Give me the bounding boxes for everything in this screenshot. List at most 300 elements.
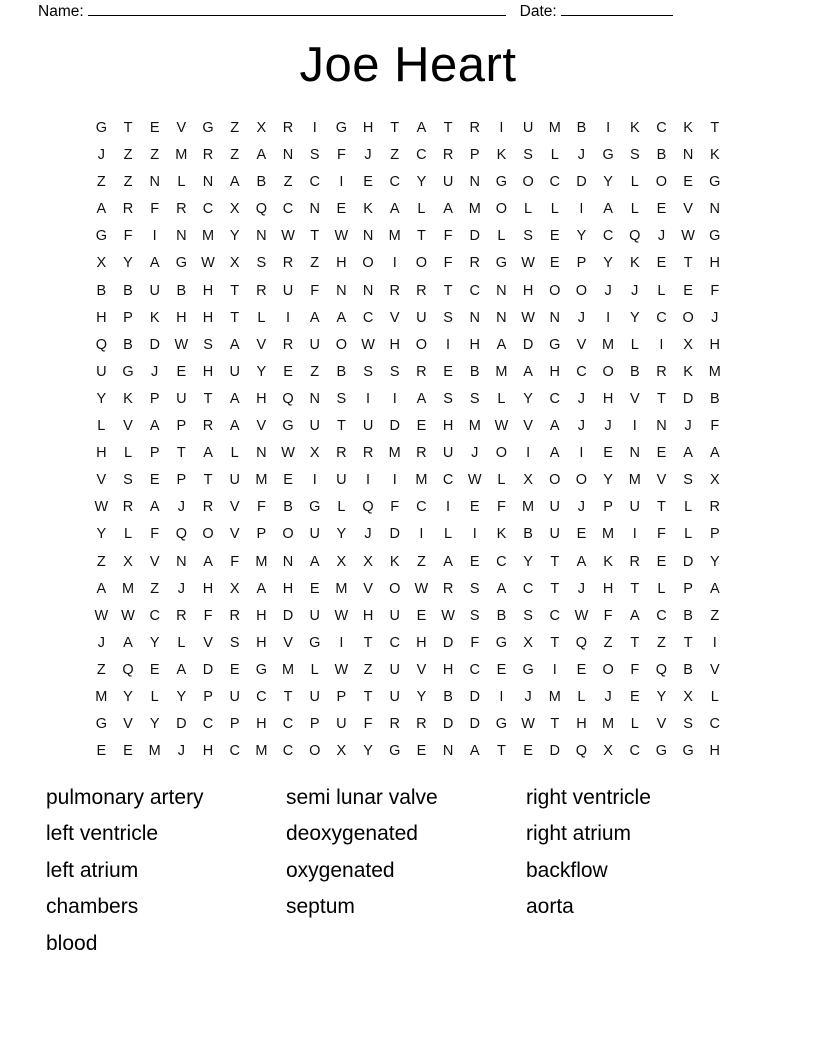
- grid-cell[interactable]: Y: [656, 688, 667, 705]
- grid-cell[interactable]: M: [602, 716, 615, 733]
- grid-cell[interactable]: A: [309, 309, 320, 326]
- grid-cell[interactable]: Z: [657, 634, 666, 651]
- grid-cell[interactable]: U: [442, 174, 454, 191]
- grid-cell[interactable]: N: [309, 390, 320, 407]
- grid-cell[interactable]: I: [712, 634, 717, 651]
- grid-cell[interactable]: I: [632, 418, 637, 435]
- grid-cell[interactable]: X: [96, 255, 107, 272]
- grid-cell[interactable]: F: [470, 634, 480, 651]
- grid-cell[interactable]: Z: [96, 661, 106, 678]
- word-list-item[interactable]: left ventricle: [46, 822, 159, 846]
- grid-cell[interactable]: E: [576, 661, 587, 678]
- grid-cell[interactable]: W: [174, 336, 189, 353]
- grid-cell[interactable]: P: [576, 255, 587, 272]
- grid-cell[interactable]: S: [523, 228, 533, 245]
- grid-cell[interactable]: X: [336, 553, 347, 570]
- word-list-item[interactable]: right atrium: [526, 822, 632, 846]
- grid-cell[interactable]: N: [176, 553, 187, 570]
- grid-cell[interactable]: Y: [363, 743, 373, 760]
- grid-cell[interactable]: G: [549, 336, 561, 353]
- grid-cell[interactable]: P: [176, 418, 187, 435]
- grid-cell[interactable]: L: [177, 634, 186, 651]
- grid-cell[interactable]: X: [123, 553, 133, 570]
- grid-cell[interactable]: H: [256, 390, 267, 407]
- grid-cell[interactable]: E: [683, 282, 693, 299]
- grid-cell[interactable]: A: [256, 580, 267, 597]
- grid-cell[interactable]: F: [310, 282, 320, 299]
- grid-cell[interactable]: Y: [603, 255, 613, 272]
- grid-cell[interactable]: L: [497, 390, 506, 407]
- grid-cell[interactable]: J: [151, 363, 159, 380]
- grid-cell[interactable]: H: [256, 607, 267, 624]
- grid-cell[interactable]: L: [337, 499, 346, 516]
- grid-cell[interactable]: T: [336, 418, 346, 435]
- grid-cell[interactable]: Y: [96, 526, 107, 543]
- grid-cell[interactable]: N: [682, 147, 694, 164]
- grid-cell[interactable]: F: [443, 255, 453, 272]
- grid-cell[interactable]: S: [469, 390, 480, 407]
- grid-cell[interactable]: H: [522, 282, 534, 299]
- grid-cell[interactable]: V: [363, 580, 373, 597]
- grid-cell[interactable]: A: [576, 553, 587, 570]
- grid-cell[interactable]: P: [469, 147, 480, 164]
- grid-cell[interactable]: T: [496, 743, 506, 760]
- grid-cell[interactable]: C: [282, 716, 294, 733]
- grid-cell[interactable]: P: [149, 445, 160, 462]
- grid-cell[interactable]: E: [363, 174, 373, 191]
- grid-cell[interactable]: W: [521, 309, 535, 326]
- grid-cell[interactable]: L: [684, 499, 693, 516]
- grid-cell[interactable]: P: [683, 580, 693, 597]
- grid-cell[interactable]: M: [708, 363, 721, 380]
- grid-cell[interactable]: M: [415, 472, 428, 489]
- grid-cell[interactable]: V: [389, 309, 400, 326]
- grid-cell[interactable]: R: [282, 336, 294, 353]
- grid-cell[interactable]: N: [282, 147, 294, 164]
- grid-cell[interactable]: B: [96, 282, 107, 299]
- grid-cell[interactable]: X: [709, 472, 720, 489]
- grid-cell[interactable]: R: [176, 201, 187, 218]
- grid-cell[interactable]: I: [392, 255, 397, 272]
- grid-cell[interactable]: C: [496, 553, 507, 570]
- grid-cell[interactable]: C: [442, 472, 454, 489]
- grid-cell[interactable]: N: [469, 309, 480, 326]
- grid-cell[interactable]: N: [629, 445, 641, 462]
- grid-cell[interactable]: U: [149, 282, 160, 299]
- grid-cell[interactable]: V: [656, 472, 667, 489]
- grid-cell[interactable]: T: [657, 499, 666, 516]
- grid-cell[interactable]: J: [177, 580, 185, 597]
- grid-cell[interactable]: C: [256, 688, 267, 705]
- grid-cell[interactable]: G: [309, 499, 321, 516]
- grid-cell[interactable]: X: [523, 634, 533, 651]
- grid-cell[interactable]: G: [495, 174, 508, 191]
- grid-cell[interactable]: E: [683, 174, 693, 191]
- grid-cell[interactable]: I: [152, 228, 157, 245]
- grid-cell[interactable]: E: [283, 363, 293, 380]
- grid-cell[interactable]: H: [442, 661, 454, 678]
- grid-cell[interactable]: T: [123, 120, 133, 136]
- grid-cell[interactable]: Z: [230, 120, 240, 136]
- grid-cell[interactable]: L: [710, 688, 719, 705]
- grid-cell[interactable]: W: [361, 336, 375, 353]
- grid-cell[interactable]: X: [523, 472, 533, 489]
- grid-cell[interactable]: I: [312, 120, 317, 136]
- grid-cell[interactable]: J: [657, 228, 666, 245]
- grid-cell[interactable]: E: [549, 255, 560, 272]
- grid-cell[interactable]: K: [683, 120, 693, 136]
- grid-cell[interactable]: P: [203, 688, 213, 705]
- grid-cell[interactable]: X: [229, 255, 240, 272]
- grid-cell[interactable]: U: [389, 661, 400, 678]
- grid-cell[interactable]: H: [282, 580, 294, 597]
- grid-cell[interactable]: C: [202, 716, 214, 733]
- grid-cell[interactable]: A: [416, 390, 427, 407]
- grid-cell[interactable]: M: [335, 580, 348, 597]
- grid-cell[interactable]: H: [709, 255, 721, 272]
- grid-cell[interactable]: L: [550, 201, 559, 218]
- grid-cell[interactable]: M: [468, 418, 481, 435]
- grid-cell[interactable]: N: [496, 282, 507, 299]
- grid-cell[interactable]: S: [336, 390, 347, 407]
- grid-cell[interactable]: T: [550, 634, 560, 651]
- grid-cell[interactable]: A: [549, 418, 560, 435]
- grid-cell[interactable]: B: [256, 174, 267, 191]
- grid-cell[interactable]: O: [549, 472, 561, 489]
- grid-cell[interactable]: U: [309, 526, 320, 543]
- grid-cell[interactable]: F: [336, 147, 346, 164]
- grid-cell[interactable]: C: [709, 716, 721, 733]
- grid-cell[interactable]: V: [683, 201, 693, 218]
- grid-cell[interactable]: E: [576, 526, 587, 543]
- grid-cell[interactable]: U: [309, 418, 320, 435]
- grid-cell[interactable]: H: [416, 634, 427, 651]
- grid-cell[interactable]: F: [123, 228, 133, 245]
- grid-cell[interactable]: R: [389, 282, 400, 299]
- grid-cell[interactable]: T: [657, 390, 666, 407]
- grid-cell[interactable]: Z: [96, 174, 106, 191]
- grid-cell[interactable]: G: [655, 743, 668, 760]
- grid-cell[interactable]: W: [94, 607, 109, 624]
- grid-cell[interactable]: Q: [575, 743, 588, 760]
- grid-cell[interactable]: H: [176, 309, 187, 326]
- grid-cell[interactable]: L: [497, 472, 506, 489]
- grid-cell[interactable]: N: [176, 228, 187, 245]
- grid-cell[interactable]: M: [548, 688, 561, 705]
- grid-cell[interactable]: H: [709, 336, 721, 353]
- grid-cell[interactable]: E: [469, 553, 480, 570]
- grid-cell[interactable]: T: [710, 120, 720, 136]
- grid-cell[interactable]: E: [416, 743, 427, 760]
- grid-cell[interactable]: R: [176, 607, 187, 624]
- grid-cell[interactable]: S: [523, 607, 533, 624]
- grid-cell[interactable]: N: [309, 201, 320, 218]
- grid-cell[interactable]: B: [683, 607, 693, 624]
- grid-cell[interactable]: S: [363, 363, 373, 380]
- grid-cell[interactable]: B: [469, 363, 480, 380]
- grid-cell[interactable]: T: [283, 688, 293, 705]
- grid-cell[interactable]: L: [123, 526, 133, 543]
- grid-cell[interactable]: U: [389, 607, 400, 624]
- grid-cell[interactable]: G: [309, 634, 321, 651]
- grid-cell[interactable]: X: [309, 445, 320, 462]
- grid-cell[interactable]: I: [606, 309, 611, 326]
- grid-cell[interactable]: S: [629, 147, 640, 164]
- grid-cell[interactable]: R: [656, 363, 667, 380]
- grid-cell[interactable]: V: [176, 120, 187, 136]
- word-list-item[interactable]: left atrium: [46, 858, 139, 882]
- grid-cell[interactable]: S: [256, 255, 267, 272]
- grid-cell[interactable]: J: [577, 390, 586, 407]
- grid-cell[interactable]: I: [419, 526, 424, 543]
- grid-cell[interactable]: Y: [176, 688, 187, 705]
- grid-cell[interactable]: R: [122, 201, 134, 218]
- grid-cell[interactable]: O: [415, 336, 428, 353]
- grid-cell[interactable]: E: [443, 363, 453, 380]
- grid-cell[interactable]: Q: [282, 390, 294, 407]
- grid-cell[interactable]: A: [709, 445, 720, 462]
- grid-cell[interactable]: C: [549, 174, 560, 191]
- grid-cell[interactable]: D: [202, 661, 214, 678]
- grid-cell[interactable]: E: [149, 472, 160, 489]
- grid-cell[interactable]: G: [95, 716, 107, 733]
- grid-cell[interactable]: E: [176, 363, 187, 380]
- grid-cell[interactable]: H: [362, 120, 374, 136]
- grid-cell[interactable]: A: [149, 499, 160, 516]
- grid-cell[interactable]: N: [549, 309, 560, 326]
- grid-cell[interactable]: M: [602, 526, 615, 543]
- grid-cell[interactable]: S: [203, 336, 213, 353]
- grid-cell[interactable]: K: [149, 309, 160, 326]
- grid-cell[interactable]: H: [709, 743, 721, 760]
- grid-cell[interactable]: F: [203, 607, 213, 624]
- grid-cell[interactable]: L: [524, 201, 533, 218]
- grid-cell[interactable]: U: [229, 472, 240, 489]
- grid-cell[interactable]: V: [709, 661, 720, 678]
- grid-cell[interactable]: K: [629, 255, 640, 272]
- grid-cell[interactable]: M: [255, 472, 268, 489]
- grid-cell[interactable]: F: [603, 607, 613, 624]
- grid-cell[interactable]: T: [683, 255, 693, 272]
- grid-cell[interactable]: G: [389, 743, 401, 760]
- grid-cell[interactable]: P: [176, 472, 187, 489]
- grid-cell[interactable]: Z: [150, 147, 160, 164]
- grid-cell[interactable]: W: [681, 228, 695, 245]
- grid-cell[interactable]: T: [550, 580, 560, 597]
- grid-cell[interactable]: H: [389, 336, 400, 353]
- grid-cell[interactable]: I: [526, 445, 531, 462]
- grid-cell[interactable]: R: [202, 499, 214, 516]
- grid-cell[interactable]: F: [390, 499, 400, 516]
- grid-cell[interactable]: L: [150, 688, 159, 705]
- grid-cell[interactable]: F: [630, 661, 640, 678]
- grid-cell[interactable]: C: [629, 743, 641, 760]
- grid-cell[interactable]: Y: [709, 553, 720, 570]
- word-list-item[interactable]: semi lunar valve: [286, 786, 438, 809]
- grid-cell[interactable]: Y: [416, 688, 427, 705]
- word-list-item[interactable]: right ventricle: [526, 786, 651, 809]
- grid-cell[interactable]: H: [202, 363, 214, 380]
- grid-cell[interactable]: B: [523, 526, 533, 543]
- grid-cell[interactable]: C: [602, 228, 614, 245]
- grid-cell[interactable]: H: [202, 743, 214, 760]
- grid-cell[interactable]: F: [150, 526, 160, 543]
- grid-cell[interactable]: O: [495, 201, 508, 218]
- grid-cell[interactable]: A: [203, 445, 213, 462]
- grid-cell[interactable]: I: [499, 120, 504, 136]
- word-list-item[interactable]: chambers: [46, 895, 139, 919]
- grid-cell[interactable]: G: [522, 661, 534, 678]
- grid-cell[interactable]: D: [149, 336, 160, 353]
- grid-cell[interactable]: K: [683, 363, 693, 380]
- grid-cell[interactable]: U: [176, 390, 187, 407]
- grid-cell[interactable]: X: [256, 120, 267, 136]
- grid-cell[interactable]: R: [282, 255, 294, 272]
- grid-cell[interactable]: D: [682, 390, 694, 407]
- grid-cell[interactable]: S: [683, 472, 693, 489]
- grid-cell[interactable]: J: [471, 445, 479, 462]
- grid-cell[interactable]: U: [336, 716, 347, 733]
- grid-cell[interactable]: R: [629, 553, 641, 570]
- grid-cell[interactable]: M: [121, 580, 135, 597]
- grid-cell[interactable]: C: [202, 201, 214, 218]
- grid-cell[interactable]: V: [629, 390, 640, 407]
- grid-cell[interactable]: G: [495, 255, 508, 272]
- grid-cell[interactable]: R: [416, 445, 427, 462]
- grid-cell[interactable]: G: [495, 634, 508, 651]
- grid-cell[interactable]: C: [362, 309, 374, 326]
- grid-cell[interactable]: P: [309, 716, 320, 733]
- grid-cell[interactable]: M: [201, 228, 215, 245]
- grid-cell[interactable]: L: [630, 716, 639, 733]
- grid-cell[interactable]: H: [202, 580, 214, 597]
- grid-cell[interactable]: T: [176, 445, 186, 462]
- grid-cell[interactable]: G: [709, 228, 721, 245]
- grid-cell[interactable]: O: [309, 743, 321, 760]
- grid-cell[interactable]: D: [549, 743, 560, 760]
- grid-cell[interactable]: W: [281, 228, 295, 245]
- grid-cell[interactable]: E: [283, 472, 293, 489]
- grid-cell[interactable]: L: [310, 661, 319, 678]
- grid-cell[interactable]: U: [336, 472, 347, 489]
- grid-cell[interactable]: K: [629, 120, 640, 136]
- grid-cell[interactable]: C: [149, 607, 160, 624]
- grid-cell[interactable]: U: [309, 688, 320, 705]
- grid-cell[interactable]: F: [230, 553, 240, 570]
- grid-cell[interactable]: D: [389, 526, 400, 543]
- grid-cell[interactable]: B: [443, 688, 453, 705]
- grid-cell[interactable]: Y: [603, 472, 613, 489]
- grid-cell[interactable]: U: [96, 363, 107, 380]
- grid-cell[interactable]: R: [256, 282, 267, 299]
- grid-cell[interactable]: L: [97, 418, 106, 435]
- grid-cell[interactable]: T: [550, 553, 560, 570]
- word-list-item[interactable]: backflow: [526, 858, 608, 882]
- grid-cell[interactable]: H: [549, 363, 560, 380]
- grid-cell[interactable]: O: [575, 282, 588, 299]
- grid-cell[interactable]: A: [443, 553, 453, 570]
- grid-cell[interactable]: Q: [122, 661, 134, 678]
- grid-cell[interactable]: X: [229, 580, 240, 597]
- grid-cell[interactable]: B: [283, 499, 293, 516]
- grid-cell[interactable]: T: [203, 390, 213, 407]
- grid-cell[interactable]: T: [363, 688, 373, 705]
- grid-cell[interactable]: M: [175, 147, 188, 164]
- grid-cell[interactable]: J: [364, 526, 372, 543]
- grid-cell[interactable]: Y: [256, 363, 267, 380]
- grid-cell[interactable]: D: [442, 716, 454, 733]
- grid-cell[interactable]: A: [683, 445, 693, 462]
- grid-cell[interactable]: A: [149, 418, 160, 435]
- grid-cell[interactable]: H: [576, 716, 587, 733]
- grid-cell[interactable]: P: [603, 499, 613, 516]
- grid-cell[interactable]: E: [603, 445, 613, 462]
- grid-cell[interactable]: X: [229, 201, 240, 218]
- grid-cell[interactable]: H: [602, 390, 614, 407]
- grid-cell[interactable]: J: [577, 147, 586, 164]
- grid-cell[interactable]: W: [494, 418, 509, 435]
- grid-cell[interactable]: G: [202, 120, 214, 136]
- grid-cell[interactable]: Z: [123, 147, 133, 164]
- grid-cell[interactable]: Y: [416, 174, 427, 191]
- grid-cell[interactable]: T: [203, 472, 213, 489]
- grid-cell[interactable]: J: [364, 147, 372, 164]
- grid-cell[interactable]: M: [281, 661, 295, 678]
- grid-cell[interactable]: O: [602, 363, 614, 380]
- grid-cell[interactable]: C: [656, 607, 667, 624]
- grid-cell[interactable]: C: [282, 743, 294, 760]
- grid-cell[interactable]: A: [336, 309, 347, 326]
- grid-cell[interactable]: D: [522, 336, 534, 353]
- grid-cell[interactable]: O: [415, 255, 428, 272]
- grid-cell[interactable]: A: [523, 363, 533, 380]
- grid-cell[interactable]: H: [202, 309, 214, 326]
- grid-cell[interactable]: C: [416, 499, 427, 516]
- grid-cell[interactable]: L: [657, 282, 666, 299]
- grid-cell[interactable]: Y: [96, 390, 107, 407]
- grid-cell[interactable]: B: [176, 282, 187, 299]
- grid-cell[interactable]: G: [95, 120, 107, 136]
- grid-cell[interactable]: D: [469, 228, 480, 245]
- grid-cell[interactable]: S: [469, 607, 480, 624]
- grid-cell[interactable]: M: [602, 336, 615, 353]
- grid-cell[interactable]: E: [416, 607, 427, 624]
- grid-cell[interactable]: S: [229, 634, 240, 651]
- grid-cell[interactable]: Z: [150, 580, 160, 597]
- grid-cell[interactable]: Q: [362, 499, 374, 516]
- grid-cell[interactable]: I: [552, 661, 557, 678]
- date-input-line[interactable]: [561, 2, 673, 16]
- grid-cell[interactable]: A: [229, 336, 240, 353]
- grid-cell[interactable]: D: [469, 716, 480, 733]
- grid-cell[interactable]: N: [709, 201, 721, 218]
- grid-cell[interactable]: Z: [603, 634, 613, 651]
- grid-cell[interactable]: Z: [310, 255, 320, 272]
- grid-cell[interactable]: G: [602, 147, 614, 164]
- grid-cell[interactable]: F: [710, 282, 720, 299]
- grid-cell[interactable]: M: [468, 201, 481, 218]
- grid-cell[interactable]: V: [256, 336, 267, 353]
- grid-cell[interactable]: B: [709, 390, 720, 407]
- grid-cell[interactable]: A: [709, 580, 720, 597]
- grid-cell[interactable]: J: [97, 634, 105, 651]
- grid-cell[interactable]: J: [177, 499, 185, 516]
- grid-cell[interactable]: D: [389, 418, 400, 435]
- grid-cell[interactable]: U: [416, 309, 427, 326]
- grid-cell[interactable]: X: [603, 743, 613, 760]
- grid-cell[interactable]: N: [469, 174, 480, 191]
- grid-cell[interactable]: I: [446, 499, 451, 516]
